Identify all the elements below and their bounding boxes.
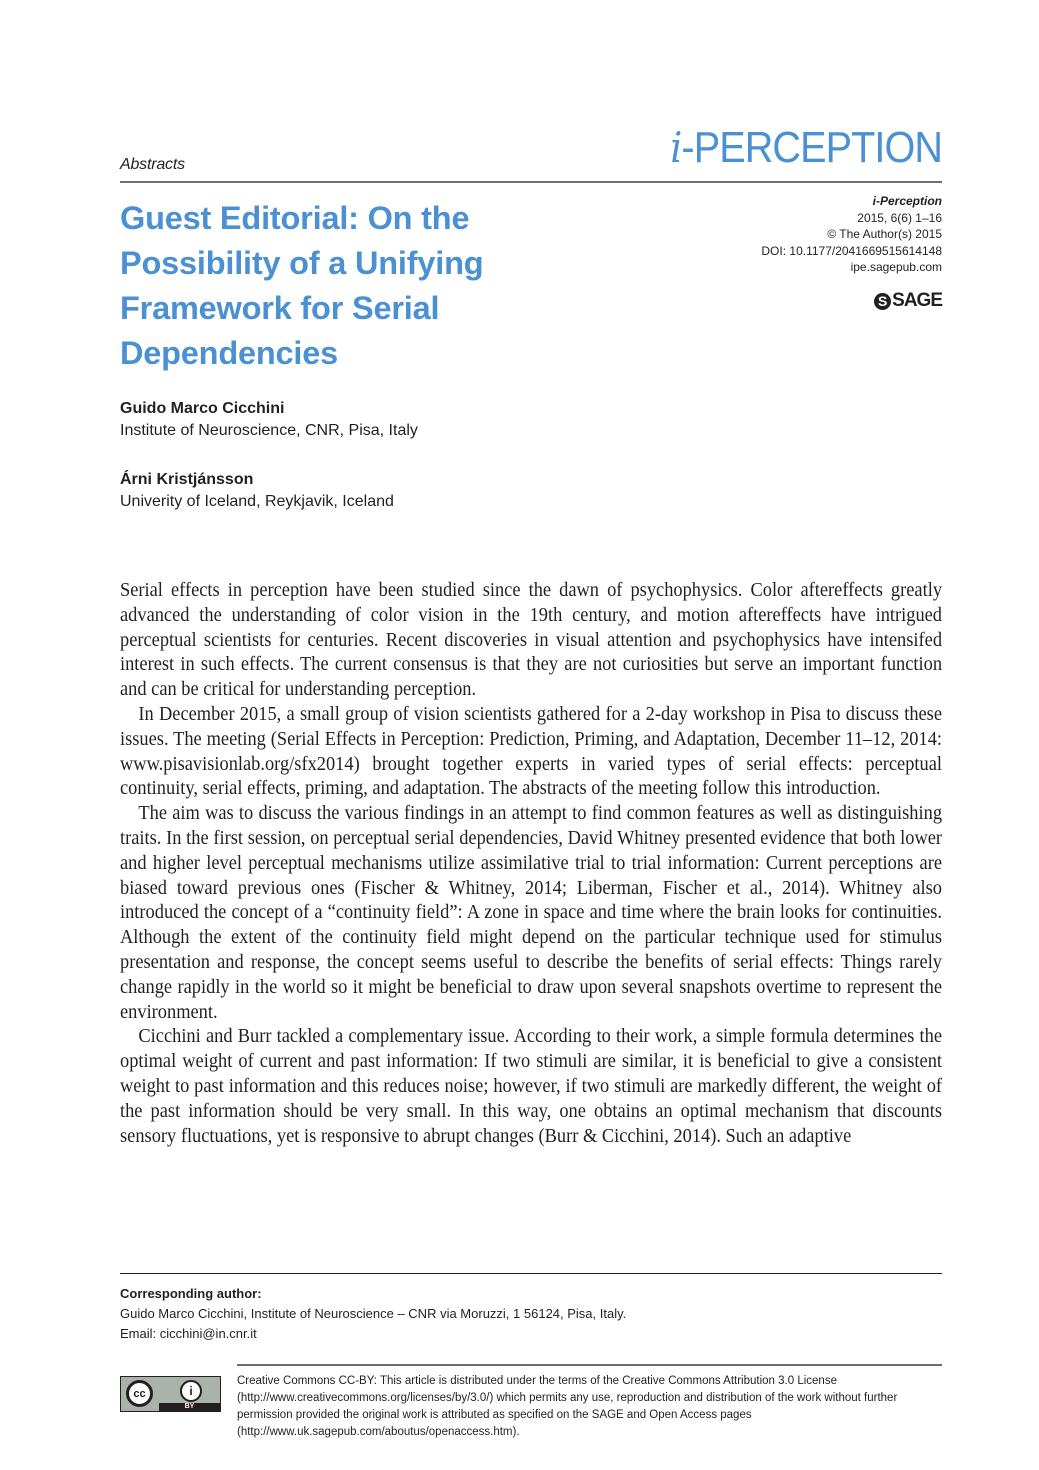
attribution-person-icon: i bbox=[180, 1380, 202, 1402]
section-label: Abstracts bbox=[120, 156, 185, 173]
author-affiliation: Institute of Neuroscience, CNR, Pisa, Italy bbox=[120, 422, 418, 439]
article-body bbox=[120, 578, 942, 1148]
sage-logo bbox=[874, 290, 942, 312]
body-paragraph: In December 2015, a small group of vision scientists gathered for a 2-day workshop in Pisa to discuss these issues. The meeting (Serial Effects in Perception: Prediction, Priming, and Adaptation, December 11–12, 2014: www.pisavisionlab.org/sfx2014) brought together experts in varied types of serial effects: perceptual continuity, serial effects, priming, and adaptation. The abstracts of the meeting follow this introduction. bbox=[120, 702, 943, 800]
author-name: Árni Kristjánsson bbox=[120, 471, 254, 488]
body-paragraph: Serial effects in perception have been studied since the dawn of psychophysics. Color aftereffects greatly advanced the understanding of color vision in the 19th century, and motion aftereffects have intrigued perceptual scientists for centuries. Recent discoveries in visual attention and psychophysics have intensifed interest in such effects. The current consensus is that they are not curiosities but serve an important function and can be critical for understanding perception. bbox=[120, 579, 943, 701]
doi[interactable]: DOI: 10.1177/2041669515614148 bbox=[761, 243, 942, 258]
author-name: Guido Marco Cicchini bbox=[120, 400, 285, 417]
sage-mark-icon: S bbox=[874, 293, 891, 310]
journal-logo-prefix: i bbox=[670, 123, 682, 172]
journal-name: i-Perception bbox=[872, 194, 942, 208]
by-label: BY bbox=[159, 1403, 220, 1411]
header-divider bbox=[120, 181, 942, 183]
body-paragraph: Cicchini and Burr tackled a complementary issue. According to their work, a simple formula determines the optimal weight of current and past information: If two stimuli are similar, it is beneficial to give a consistent weight to past information and this reduces noise; however, if two stimuli are markedly different, the weight of the past information should be very small. In this way, one obtains an optimal mechanism that discounts sensory fluctuations, yet is responsive to abrupt changes (Burr & Cicchini, 2014). Such an adaptive bbox=[120, 1025, 943, 1147]
journal-website[interactable]: ipe.sagepub.com bbox=[850, 260, 942, 274]
footnote-divider bbox=[120, 1273, 942, 1274]
author-block bbox=[120, 469, 394, 513]
journal-logo-suffix: -PERCEPTION bbox=[681, 123, 942, 172]
corresponding-author bbox=[120, 1284, 626, 1344]
author-block bbox=[120, 398, 418, 442]
corresponding-label: Corresponding author: bbox=[120, 1286, 262, 1301]
corresponding-address: Guido Marco Cicchini, Institute of Neuroscience – CNR via Moruzzi, 1 56124, Pisa, Italy. bbox=[120, 1306, 627, 1321]
article-meta bbox=[761, 193, 942, 276]
journal-logo bbox=[670, 123, 942, 172]
copyright: © The Author(s) 2015 bbox=[827, 227, 942, 241]
volume-pages: 2015, 6(6) 1–16 bbox=[857, 210, 942, 225]
sage-wordmark: SAGE bbox=[892, 290, 942, 311]
author-affiliation: Univerity of Iceland, Reykjavik, Iceland bbox=[120, 493, 394, 510]
license-divider bbox=[237, 1364, 942, 1366]
cc-by-badge[interactable] bbox=[120, 1376, 221, 1412]
corresponding-email[interactable]: Email: cicchini@in.cnr.it bbox=[120, 1326, 257, 1341]
body-paragraph: The aim was to discuss the various findings in an attempt to find common features as well as distinguishing traits. In the first session, on perceptual serial dependencies, David Whitney presented evidence that both lower and higher level perceptual mechanisms utilize assimilative trial to trial information: Current perceptions are biased toward previous ones (Fischer & Whitney, 2014; Liberman, Fischer et al., 2014). Whitney also introduced the concept of a “continuity field”: A zone in space and time where the brain looks for continuities. Although the extent of the continuity field might depend on the particular technique used for stimulus presentation and response, the concept seems useful to describe the benefits of serial effects: Things rarely change rapidly in the world so it might be beneficial to draw upon several snapshots overtime to represent the environment. bbox=[120, 802, 943, 1023]
license-text: Creative Commons CC-BY: This article is distributed under the terms of the Creative Commons Attribution 3.0 License (http://www.creativecommons.org/licenses/by/3.0/) which permits any use, reproduction and distribution of the work without further permission provided the original work is attributed as specified on the SAGE and Open Access pages (http://www.uk.sagepub.com/aboutus/openaccess.htm). bbox=[237, 1375, 898, 1438]
article-title: Guest Editorial: On the Possibility of a Unifying Framework for Serial Dependencies bbox=[120, 200, 484, 371]
cc-icon: cc bbox=[126, 1380, 153, 1407]
